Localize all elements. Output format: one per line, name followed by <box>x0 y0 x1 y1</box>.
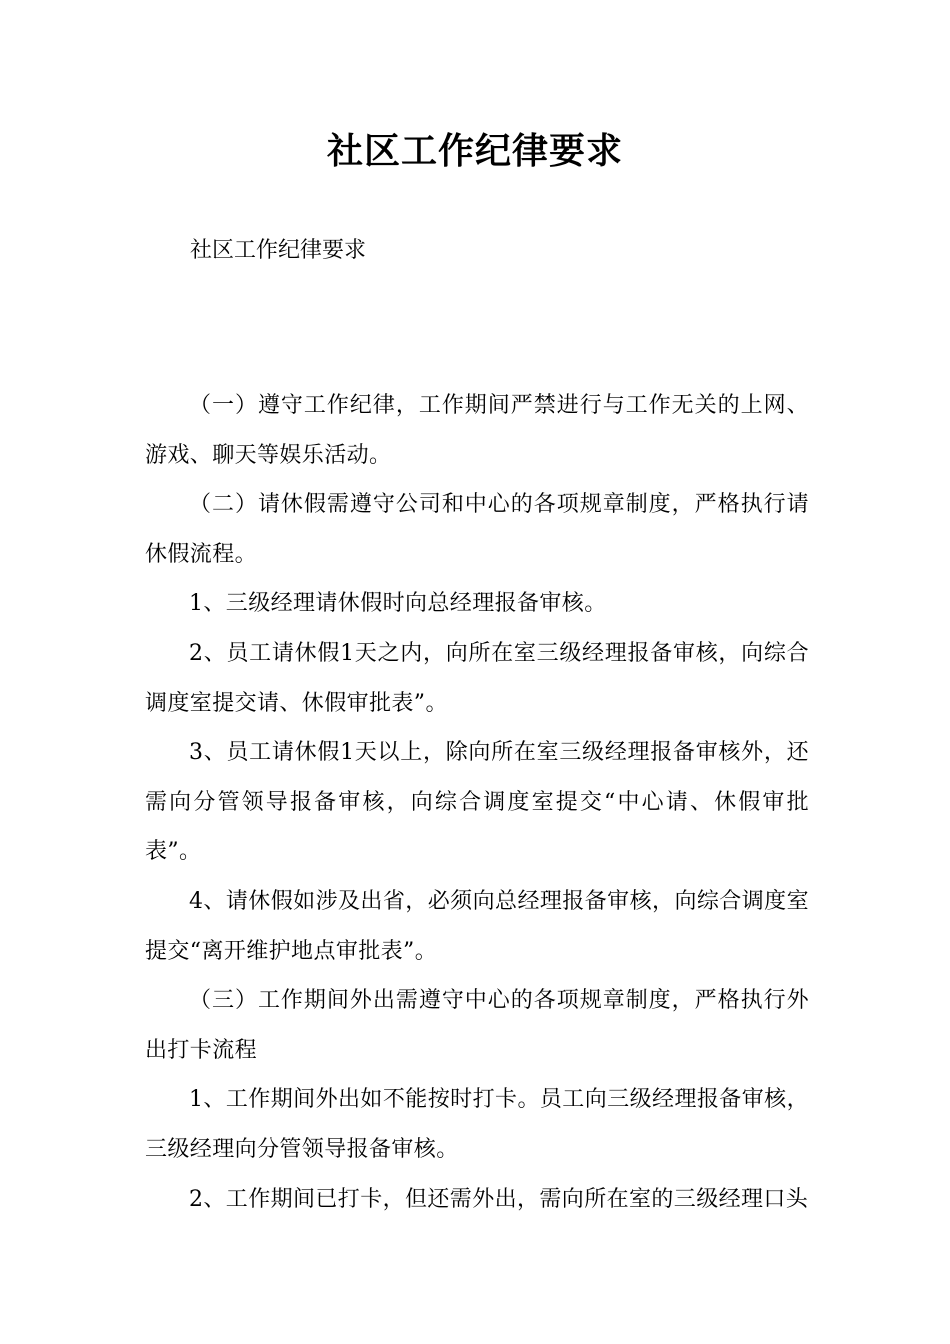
document-title: 社区工作纪律要求 <box>326 131 623 172</box>
paragraph-rule-2-item-3: 3、员工请休假1天以上，除向所在室三级经理报备审核外，还需向分管领导报备审核，向综合调度室提交“中心请、休假审批表”。 <box>145 740 809 865</box>
paragraph-rule-3-item-2: 2、工作期间已打卡，但还需外出，需向所在室的三级经理口头 <box>189 1186 809 1212</box>
paragraph-rule-2-item-1: 1、三级经理请休假时向总经理报备审核。 <box>189 591 607 617</box>
paragraph-rule-1: （一）遵守工作纪律，工作期间严禁进行与工作无关的上网、游戏、聊天等娱乐活动。 <box>145 393 809 468</box>
paragraph-rule-2-item-2: 2、员工请休假1天之内，向所在室三级经理报备审核，向综合调度室提交请、休假审批表”。 <box>145 640 809 716</box>
paragraph-rule-3: （三）工作期间外出需遵守中心的各项规章制度，严格执行外出打卡流程 <box>145 988 809 1063</box>
paragraph-rule-2-item-4: 4、请休假如涉及出省，必须向总经理报备审核，向综合调度室提交“离开维护地点审批表”。 <box>145 888 809 964</box>
document-body <box>145 381 809 1224</box>
paragraph-rule-3-item-1: 1、工作期间外出如不能按时打卡。员工向三级经理报备审核，三级经理向分管领导报备审核。 <box>145 1087 809 1162</box>
document-subtitle: 社区工作纪律要求 <box>190 238 367 263</box>
paragraph-rule-2: （二）请休假需遵守公司和中心的各项规章制度，严格执行请休假流程。 <box>145 492 809 567</box>
